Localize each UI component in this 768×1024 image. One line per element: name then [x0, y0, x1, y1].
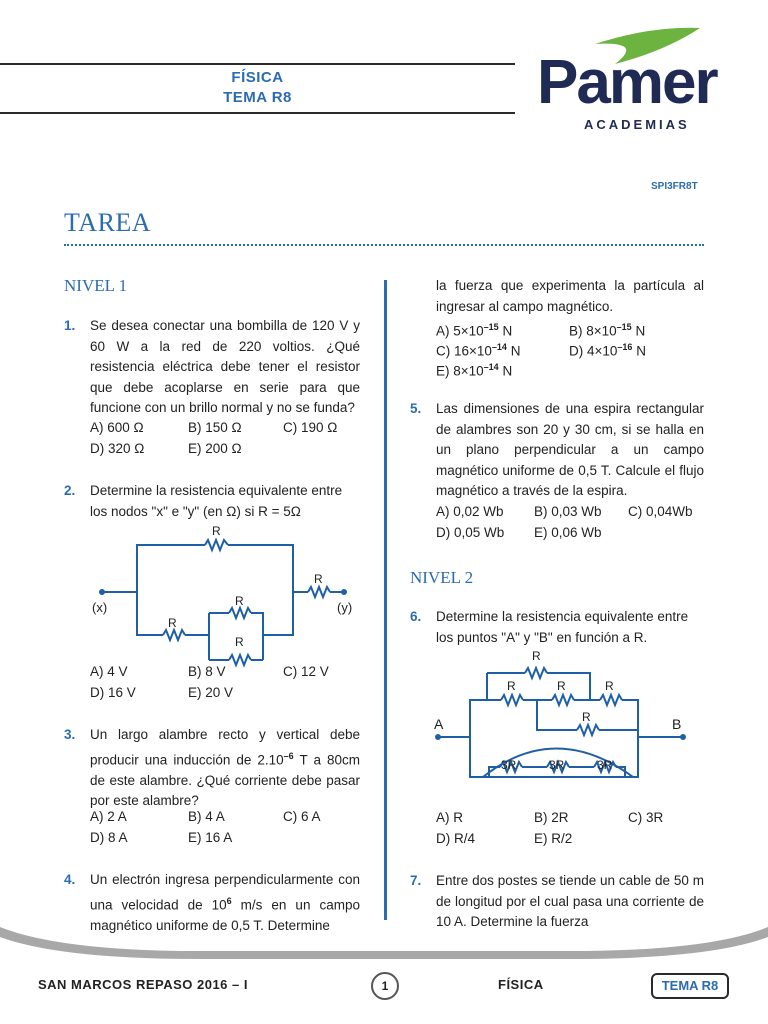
q3-option-a: A) 2 A — [90, 809, 127, 824]
question-6-text: Determine la resistencia equivalente entre los puntos "A" y "B" en función a R. — [436, 609, 689, 645]
question-4-number: 4. — [64, 872, 76, 887]
q5-option-a: A) 0,02 Wb — [436, 504, 504, 519]
dotted-divider — [64, 244, 704, 246]
header-bottom-rule — [0, 112, 515, 114]
question-6-number: 6. — [410, 609, 422, 624]
question-5-text: Las dimensiones de una espira rectangular de alambres son 20 y 30 cm, si se halla en un plano perpendicular a un campo magnético uniforme de 0,5 T. Calcule el flujo magnético a través de la espira. — [436, 401, 704, 498]
q3-option-c: C) 6 A — [283, 809, 321, 824]
question-2-text: Determine la resistencia equivalente entre los nodos "x" e "y" (en Ω) si R = 5Ω — [90, 483, 343, 519]
q6-node-b-label: B — [672, 716, 682, 732]
q6-resistor-label-inner: R — [582, 710, 591, 724]
q3-option-d: D) 8 A — [90, 830, 128, 845]
q5-option-e: E) 0,06 Wb — [534, 525, 602, 540]
question-7-text: Entre dos postes se tiende un cable de 50 m de longitud por el cual pasa una corriente de 10 A. Determine la fuerza — [436, 873, 704, 929]
q2-option-e: E) 20 V — [188, 685, 234, 700]
page-number: 1 — [371, 972, 399, 1000]
q2-option-b: B) 8 V — [188, 664, 226, 679]
level-2-heading: NIVEL 2 — [410, 568, 474, 587]
q2-option-d: D) 16 V — [90, 685, 136, 700]
q4-option-c: C) $16\times 10^{-14}$ N — [436, 342, 521, 359]
q2-option-a: A) 4 V — [90, 664, 128, 679]
q1-option-a: A) 600 Ω — [90, 420, 144, 435]
q2-node-x-label: (x) — [92, 600, 108, 615]
question-1-text: Se desea conectar una bombilla de 120 V y 60 W a la red de 220 voltios. ¿Qué resistencia eléctrica debe tener el resistor que debe acoplarse en serie para que funcione con un brillo normal y no se funda? — [90, 318, 360, 415]
footer-subject: FÍSICA — [498, 977, 544, 992]
document-code: SPI3FR8T — [651, 181, 698, 192]
q5-option-c: C) 0,04Wb — [628, 504, 693, 519]
level-1-heading: NIVEL 1 — [64, 276, 128, 295]
question-4-text: Un electrón ingresa perpendicularmente con una velocidad de $10^6$ m/s en un campo magnético uniforme de 0,5 T. Determine — [90, 872, 360, 933]
q4-option-d: D) $4\times 10^{-16}$ N — [569, 342, 646, 359]
q4-option-e: E) $8\times 10^{-14}$ N — [436, 362, 513, 379]
q6-resistor-label-3r-1: 3R — [501, 758, 517, 772]
q2-option-c: C) 12 V — [283, 664, 329, 679]
header-topic: TEMA R8 — [223, 89, 292, 106]
q4-option-b: B) $8\times 10^{-15}$ N — [569, 322, 646, 339]
q6-node-a-label: A — [434, 716, 444, 732]
question-5-number: 5. — [410, 401, 422, 416]
q5-option-b: B) 0,03 Wb — [534, 504, 602, 519]
header-top-rule — [0, 63, 515, 65]
q2-resistor-label-right: R — [314, 572, 323, 586]
q1-option-b: B) 150 Ω — [188, 420, 242, 435]
q1-option-c: C) 190 Ω — [283, 420, 338, 435]
q6-option-d: D) R/4 — [436, 831, 476, 846]
q6-resistor-label-middle: R — [557, 679, 566, 693]
q3-option-e: E) 16 A — [188, 830, 233, 845]
q6-option-e: E) R/2 — [534, 831, 573, 846]
footer-course: SAN MARCOS REPASO 2016 – I — [38, 977, 248, 992]
question-7-number: 7. — [410, 873, 422, 888]
q2-resistor-label-left: R — [168, 616, 177, 630]
q2-resistor-label-inner-bottom: R — [235, 635, 244, 649]
logo-subtitle: ACADEMIAS — [584, 117, 690, 132]
q6-option-b: B) 2R — [534, 810, 569, 825]
header-subject: FÍSICA — [231, 69, 284, 86]
circuit-diagram-q2 — [80, 520, 370, 670]
q6-option-a: A) R — [436, 810, 463, 825]
question-2-number: 2. — [64, 483, 76, 498]
q2-node-y-label: (y) — [337, 600, 353, 615]
question-1-number: 1. — [64, 318, 76, 333]
q6-resistor-label-3r-2: 3R — [549, 758, 565, 772]
q2-resistor-label-top: R — [212, 524, 221, 538]
footer-curve-decoration — [0, 915, 768, 965]
q6-option-c: C) 3R — [628, 810, 664, 825]
q2-resistor-label-inner-top: R — [235, 594, 244, 608]
q1-option-e: E) 200 Ω — [188, 441, 242, 456]
q6-resistor-label-top: R — [532, 649, 541, 663]
section-title: TAREA — [64, 208, 152, 237]
q6-resistor-label-3r-3: 3R — [597, 758, 613, 772]
q6-resistor-label-right: R — [605, 679, 614, 693]
logo: Pamer — [537, 48, 717, 117]
q4-option-a: A) $5\times 10^{-15}$ N — [436, 322, 513, 339]
question-3-text: Un largo alambre recto y vertical debe producir una inducción de $2.10^{-6}$ T a 80cm de este alambre. ¿Qué corriente debe pasar por este alambre? — [90, 727, 360, 808]
q6-resistor-label-left: R — [507, 679, 516, 693]
question-3-number: 3. — [64, 727, 76, 742]
q3-option-b: B) 4 A — [188, 809, 225, 824]
column-divider — [384, 280, 387, 920]
question-4-text-continued: la fuerza que experimenta la partícula al ingresar al campo magnético. — [436, 278, 704, 314]
footer-topic-badge: TEMA R8 — [651, 973, 729, 999]
circuit-diagram-q6 — [425, 645, 695, 790]
q1-option-d: D) 320 Ω — [90, 441, 145, 456]
q5-option-d: D) 0,05 Wb — [436, 525, 505, 540]
